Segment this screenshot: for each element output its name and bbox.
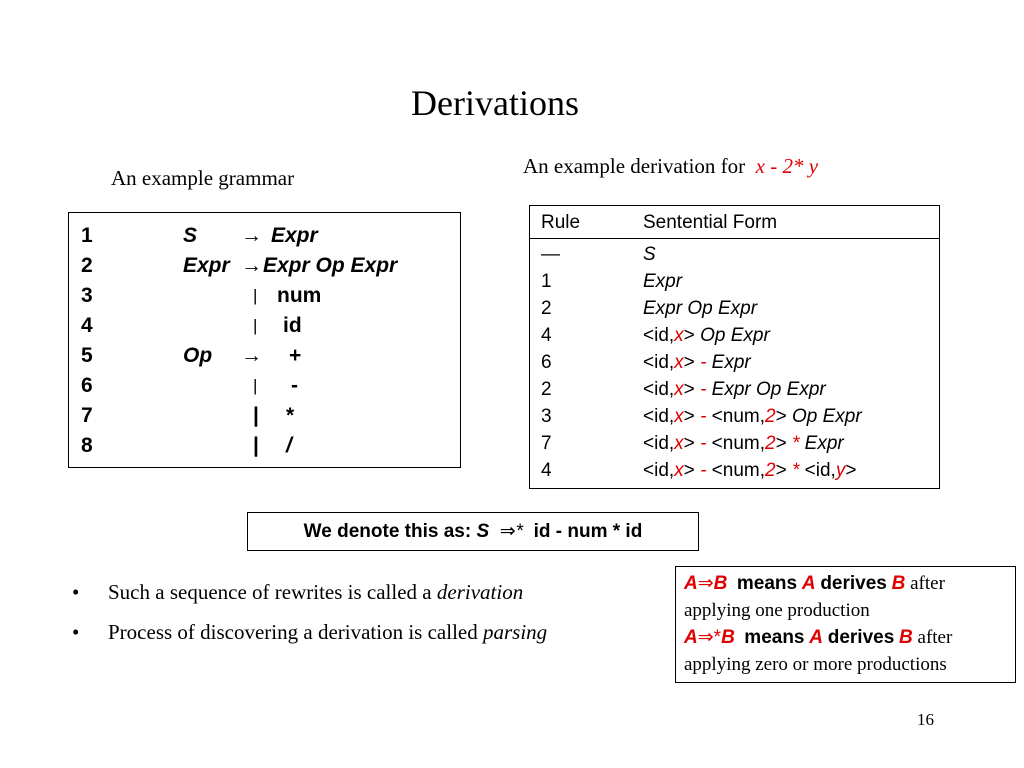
- rule-number: 3: [81, 284, 93, 307]
- grammar-table: [68, 212, 461, 468]
- header-rule: Rule: [541, 212, 581, 233]
- derivation-caption-expr: x - 2* y: [755, 154, 819, 178]
- note-line-2: applying one production: [684, 600, 870, 621]
- rule-number: 8: [81, 434, 93, 457]
- derivation-sentential-form: <id,x> - <num,2> * Expr: [643, 433, 844, 454]
- derivation-rule-number: 3: [541, 406, 552, 427]
- derivation-sentential-form: <id,x> - <num,2> Op Expr: [643, 406, 862, 427]
- derivation-caption-prefix: An example derivation for: [523, 154, 746, 178]
- rule-number: 7: [81, 404, 93, 427]
- bullet-text: [108, 580, 523, 605]
- derivation-row: [530, 406, 939, 433]
- derives-icon: ⇒: [697, 573, 714, 594]
- bar-icon: |: [253, 376, 258, 395]
- grammar-caption: An example grammar: [111, 166, 295, 190]
- derivation-row: [530, 352, 939, 379]
- bullet-icon: •: [72, 620, 80, 644]
- rule-lhs: S: [183, 224, 198, 247]
- derivation-sentential-form: Expr Op Expr: [643, 298, 758, 319]
- rule-number: 6: [81, 374, 93, 397]
- derivation-row: [530, 271, 939, 298]
- note-derives: derives: [820, 573, 887, 594]
- arrow-icon: →: [241, 254, 262, 277]
- note-line-3: [684, 626, 952, 649]
- derivation-row: [530, 244, 939, 271]
- bullet-text-main: Process of discovering a derivation is called: [108, 620, 483, 644]
- note-symbol-a: A: [801, 573, 816, 594]
- derives-star-icon: ⇒*: [697, 627, 722, 648]
- bullet-text: [108, 620, 547, 645]
- rule-rhs: Expr: [271, 224, 318, 247]
- note-derives: derives: [827, 627, 895, 648]
- derivation-row: [530, 433, 939, 460]
- derivation-sentential-form: Expr: [643, 271, 683, 292]
- bar-icon: |: [253, 316, 258, 335]
- rule-number: 5: [81, 344, 93, 367]
- derivation-rule-number: 1: [541, 271, 552, 292]
- definition-note: [675, 566, 1016, 683]
- derivation-sentential-form: <id,x> - Expr Op Expr: [643, 379, 826, 400]
- denote-symbol: S: [476, 521, 490, 542]
- derivation-table-header: [530, 206, 939, 239]
- derivation-sentential-form: <id,x> Op Expr: [643, 325, 770, 346]
- slide-title: Derivations: [411, 83, 579, 123]
- bar-icon: |: [253, 434, 259, 457]
- arrow-icon: →: [241, 224, 262, 247]
- derivation-rule-number: 2: [541, 379, 552, 400]
- derivation-table: [529, 205, 940, 489]
- note-symbol-a: A: [684, 627, 698, 648]
- derivation-rule-number: 4: [541, 460, 552, 481]
- note-means: means: [744, 627, 805, 648]
- derivation-sentential-form: S: [643, 244, 656, 265]
- denote-result: id - num * id: [533, 521, 643, 542]
- rule-lhs: Op: [183, 344, 213, 367]
- note-symbol-a: A: [684, 573, 698, 594]
- derivation-rule-number: 2: [541, 298, 552, 319]
- rule-alternative: num: [277, 284, 322, 307]
- derivation-row: [530, 298, 939, 325]
- rule-lhs: Expr: [183, 254, 230, 277]
- note-symbol-b: B: [899, 627, 913, 648]
- header-sentential-form: Sentential Form: [643, 212, 778, 233]
- derivation-row: [530, 460, 939, 487]
- bullet-emphasis: parsing: [482, 620, 548, 644]
- rule-number: 2: [81, 254, 93, 277]
- derivation-caption: [523, 154, 818, 179]
- derivation-rule-number: 7: [541, 433, 552, 454]
- rule-alternative: -: [291, 374, 298, 397]
- rule-number: 1: [81, 224, 93, 247]
- bar-icon: |: [253, 404, 259, 427]
- bullet-text-main: Such a sequence of rewrites is called a: [108, 580, 437, 604]
- rule-rhs: Expr Op Expr: [263, 254, 398, 277]
- bullet-emphasis: derivation: [436, 580, 524, 604]
- bullet-icon: •: [72, 580, 80, 604]
- derives-star-icon: ⇒*: [499, 521, 524, 542]
- derivation-rule-number: 4: [541, 325, 552, 346]
- note-line-4: applying zero or more productions: [684, 654, 947, 675]
- derivation-sentential-form: <id,x> - <num,2> * <id,y>: [643, 460, 857, 481]
- derivation-rule-number: —: [541, 244, 560, 265]
- note-symbol-b: B: [713, 573, 728, 594]
- rule-alternative: *: [286, 404, 295, 427]
- note-means: means: [736, 573, 798, 594]
- rule-alternative: id: [283, 314, 302, 337]
- note-symbol-b: B: [721, 627, 735, 648]
- derivation-row: [530, 325, 939, 352]
- bar-icon: |: [253, 286, 258, 305]
- derivation-rule-number: 6: [541, 352, 552, 373]
- derivation-sentential-form: <id,x> - Expr: [643, 352, 751, 373]
- note-symbol-b: B: [891, 573, 906, 594]
- page-number: 16: [917, 710, 934, 729]
- rule-alternative: /: [286, 434, 292, 457]
- denote-box: [247, 512, 699, 551]
- denote-label: We denote this as:: [303, 521, 472, 542]
- rule-number: 4: [81, 314, 93, 337]
- note-after: after: [910, 573, 945, 594]
- arrow-icon: →: [241, 344, 262, 367]
- note-after: after: [917, 627, 953, 648]
- derivation-row: [530, 379, 939, 406]
- rule-rhs: +: [289, 344, 302, 367]
- note-symbol-a: A: [809, 627, 823, 648]
- note-line-1: [684, 572, 945, 595]
